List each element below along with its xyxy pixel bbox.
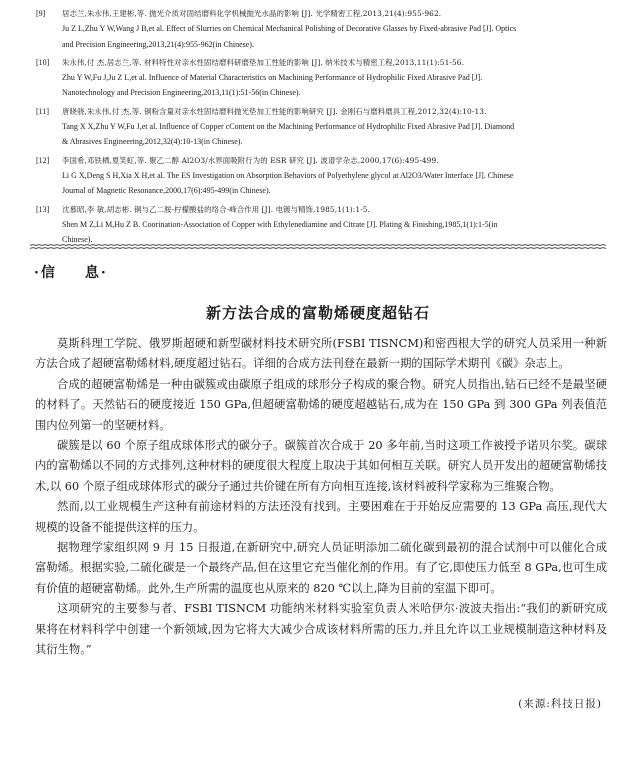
reference-line: Chinese). — [62, 235, 93, 245]
wavy-divider — [30, 243, 606, 251]
reference-line: Nanotechnology and Precision Engineering,2013,11(1):51-56(in Chinese). — [62, 88, 301, 98]
reference-line: and Precision Engineering,2013,21(4):955-962(in Chinese). — [62, 39, 254, 49]
article-paragraph: 碳簇是以 60 个原子组成球体形式的碳分子。碳簇首次合成于 20 多年前,当时这项工作被授予诺贝尔奖。碳球内的富勒烯以不同的方式排列,这种材料的硬度很大程度上取决于其如何相互关联。研究人员开发出的超硬富勒烯技术,以 60 个原子组成球体形式的碳分子通过共价键在所有方向相互连接,该材料被科学家称为三维聚合物。 — [35, 439, 607, 493]
article-paragraph: 据物理学家组织网 9 月 15 日报道,在新研究中,研究人员证明添加二硫化碳到最初的混合试剂中可以催化合成富勒烯。根据实验,二硫化碳是一个最终产品,但在这里它充当催化剂的作用。有了它,即使压力低至 8 GPa,也可生成有价值的超硬富勒烯。此外,生产所需的温度也从原来的 820 ℃以上,降为目前的室温下即可。 — [35, 541, 607, 595]
article-source: (来源:科技日报) — [518, 698, 602, 710]
article-paragraph: 合成的超硬富勒烯是一种由碳簇或由碳原子组成的球形分子构成的聚合物。研究人员指出,钻石已经不是最坚硬的材料了。天然钻石的硬度接近 150 GPa,但超硬富勒烯的硬度超越钻石,成为在 150 GPa 到 300 GPa 列表值范围内位列第一的坚硬材料。 — [35, 377, 607, 432]
reference-line: & Abrasives Engineering,2012,32(4):10-13(in Chinese). — [62, 137, 243, 147]
reference-item — [0, 104, 636, 150]
reference-line: Zhu Y W,Fu J,Ju Z L,et al. Influence of Material Characteristics on Machining Performance of Hydrophilic Fixed Abrasive Pad [J]. — [62, 73, 483, 83]
reference-number: [13] — [36, 204, 50, 214]
reference-number: [11] — [36, 106, 50, 116]
article-paragraph: 莫斯科理工学院、俄罗斯超硬和新型碳材料技术研究所(FSBI TISNCM)和密西根大学的研究人员采用一种新方法合成了超硬富勒烯材料,硬度超过钻石。详细的合成方法刊登在最新一期的国际学术期刊《碳》杂志上。 — [35, 337, 607, 371]
article-paragraph: 然而,以工业规模生产这种有前途材料的方法还没有找到。主要困难在于开始反应需要的 13 GPa 高压,现代大规模的设备不能提供这样的压力。 — [35, 500, 607, 534]
reference-line: 朱永伟,付 杰,居志兰,等. 材料特性对亲水性固结磨料研磨垫加工性能的影响 [J]. 纳米技术与精密工程,2013,11(1):51-56. — [62, 57, 465, 67]
reference-line: Ju Z L,Zhu Y W,Wang J B,et al. Effect of Slurries on Chemical Mechanical Polishing of Decorative Glasses by Fixed-abrasive Pad [J]. Optics — [62, 24, 517, 34]
reference-list — [0, 6, 636, 250]
article-body — [35, 334, 607, 661]
reference-number: [12] — [36, 155, 50, 165]
reference-line: 沈慕昭,李 敏,胡志彬. 铜与乙二胺-柠檬酸盐的络合-峰合作用 [J]. 电镀与精饰,1985,1(1):1-5. — [62, 204, 370, 214]
reference-line: Tang X X,Zhu Y W,Fu J,et al. Influence of Copper cContent on the Machining Performance of Hydrophilic Fixed Abrasive Pad [J]. Diamond — [62, 122, 515, 132]
section-heading — [34, 262, 108, 282]
reference-line: Shen M Z,Li M,Hu Z B. Coorination-Association of Copper with Ethylenediamine and Citrate [J]. Plating & Finishing,1985,1(1):1-5(in — [62, 219, 498, 229]
reference-line: 李国希,邓铁栖,夏笑虹,等. 聚乙二醇 Al2O3/水界面吸附行为的 ESR 研究 [J]. 波谱学杂志,2000,17(6):495-499. — [62, 155, 439, 165]
reference-line: 居志兰,朱永伟,王建彬,等. 抛光介质对固结磨料化学机械抛光水晶的影响 [J]. 光学精密工程,2013,21(4):955-962. — [62, 9, 442, 18]
article-title: 新方法合成的富勒烯硬度超钻石 — [205, 304, 430, 322]
reference-line: 唐晓骁,朱永伟,付 杰,等. 铜粉含量对亲水性固结磨料抛光垫加工性能的影响研究 [J]. 金刚石与磨料磨具工程,2012,32(4):10-13. — [62, 106, 487, 116]
section-heading-left: ·信 — [34, 265, 57, 281]
reference-item — [0, 153, 636, 199]
reference-number: [10] — [36, 57, 50, 67]
reference-item — [0, 6, 636, 52]
reference-item — [0, 202, 636, 248]
section-heading-right: 息· — [84, 265, 108, 281]
reference-number: [9] — [36, 9, 46, 18]
reference-line: Journal of Magnetic Resonance,2000,17(6):495-499(in Chinese). — [62, 186, 271, 196]
article-paragraph: 这项研究的主要参与者、FSBI TISNCM 功能纳米材料实验室负责人米哈伊尔·波波夫指出:“我们的新研究成果将在材料科学中创建一个新领域,因为它将大大减少合成该材料所需的压力,并且允许以工业规模制造这种材料及其衍生物。” — [35, 602, 607, 657]
reference-item — [0, 55, 636, 101]
reference-line: Li G X,Deng S H,Xia X H,et al. The ES Investigation on Absorption Behaviors of Polyethylene glycol at Al2O3/Water Interface [J]. Chinese — [62, 170, 514, 180]
